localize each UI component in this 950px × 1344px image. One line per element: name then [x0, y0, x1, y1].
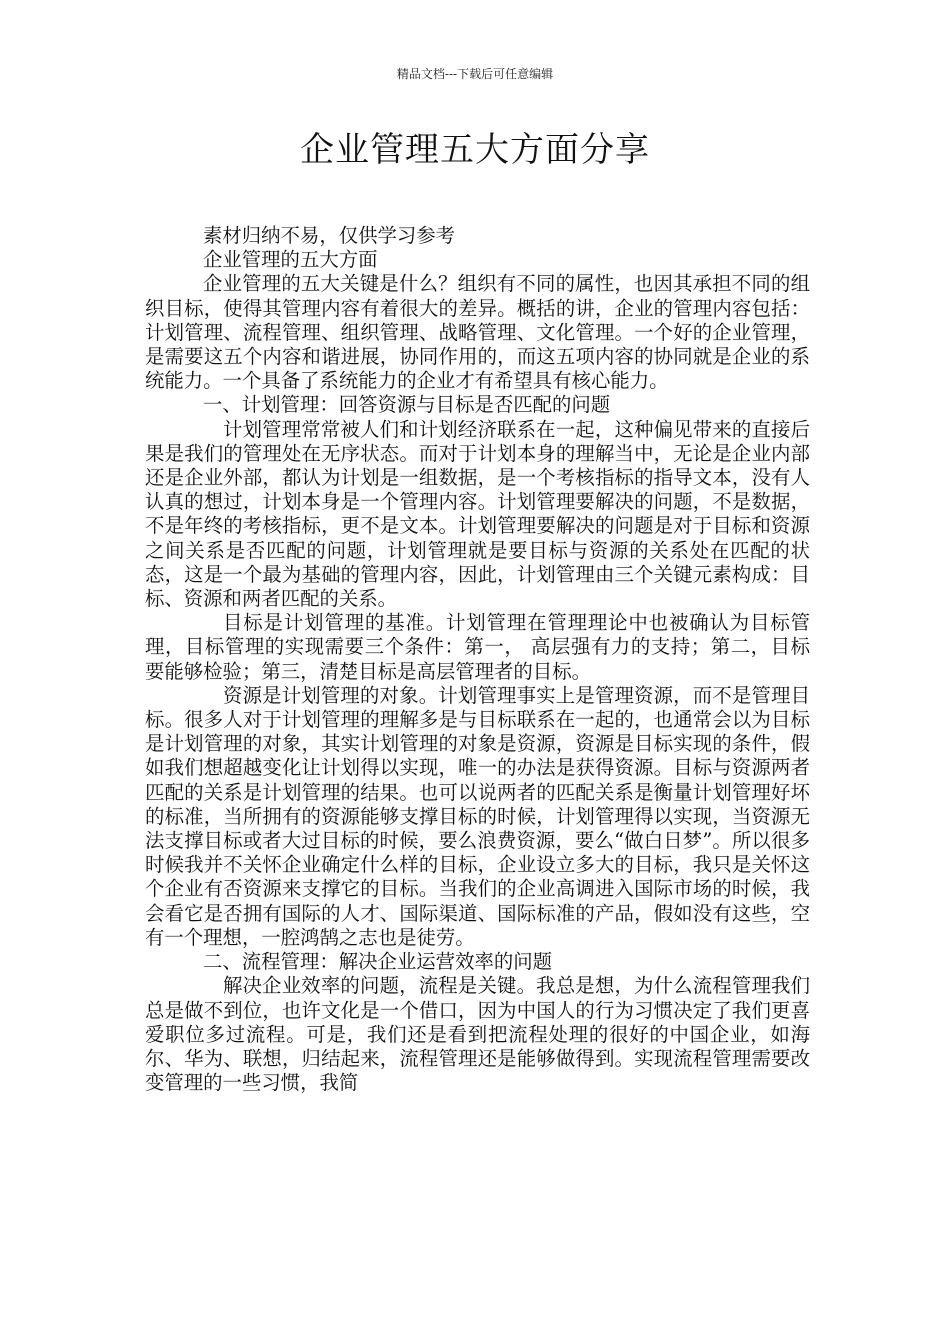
section-heading-plan: 一、计划管理：回答资源与目标是否匹配的问题	[203, 393, 611, 417]
intro-note: 素材归纳不易，仅供学习参考	[203, 224, 456, 247]
document-body	[145, 224, 810, 1095]
paragraph-process-1: 解决企业效率的问题，流程是关键。我总是想，为什么流程管理我们总是做不到位，也许文化是一个借口，因为中国人的行为习惯决定了我们更喜爱职位多过流程。可是，我们还是看到把流程处理的很好的中国企业，如海尔、华为、联想，归结起来，流程管理还是能够做得到。实现流程管理需要改变管理的一些习惯，我简	[145, 974, 810, 1095]
paragraph-plan-1: 计划管理常常被人们和计划经济联系在一起，这种偏见带来的直接后果是我们的管理处在无序状态。而对于计划本身的理解当中，无论是企业内部还是企业外部，都认为计划是一组数据，是一个考核指标的指导文本，没有人认真的想过，计划本身是一个管理内容。计划管理要解决的问题，不是数据，不是年终的考核指标，更不是文本。计划管理要解决的问题是对于目标和资源之间关系是否匹配的问题，计划管理就是要目标与资源的关系处在匹配的状态，这是一个最为基础的管理内容，因此，计划管理由三个关键元素构成：目标、资源和两者匹配的关系。	[145, 417, 810, 611]
subtitle-line: 企业管理的五大方面	[203, 248, 378, 272]
header-note: 精品文档---下载后可任意编辑	[396, 67, 554, 81]
section-heading-process: 二、流程管理：解决企业运营效率的问题	[203, 950, 553, 974]
paragraph-plan-2: 目标是计划管理的基准。计划管理在管理理论中也被确认为目标管理，目标管理的实现需要三个条件：第一， 高层强有力的支持；第二，目标要能够检验；第三，清楚目标是高层管理者的目标。	[145, 611, 810, 683]
document-title: 企业管理五大方面分享	[300, 130, 650, 170]
paragraph-overview: 企业管理的五大关键是什么？组织有不同的属性，也因其承担不同的组织目标，使得其管理内容有着很大的差异。概括的讲，企业的管理内容包括：计划管理、流程管理、组织管理、战略管理、文化管理。一个好的企业管理，是需要这五个内容和谐进展，协同作用的，而这五项内容的协同就是企业的系统能力。一个具备了系统能力的企业才有希望具有核心能力。	[145, 272, 810, 393]
paragraph-plan-3: 资源是计划管理的对象。计划管理事实上是管理资源，而不是管理目标。很多人对于计划管理的理解多是与目标联系在一起的，也通常会以为目标是计划管理的对象，其实计划管理的对象是资源，资源是目标实现的条件，假如我们想超越变化让计划得以实现，唯一的办法是获得资源。目标与资源两者匹配的关系是计划管理的结果。也可以说两者的匹配关系是衡量计划管理好坏的标准，当所拥有的资源能够支撑目标的时候，计划管理得以实现，当资源无法支撑目标或者大过目标的时候，要么浪费资源，要么“做白日梦”。所以很多时候我并不关怀企业确定什么样的目标，企业设立多大的目标，我只是关怀这个企业有否资源来支撑它的目标。当我们的企业高调进入国际市场的时候，我会看它是否拥有国际的人才、国际渠道、国际标准的产品，假如没有这些，空有一个理想，一腔鸿鹄之志也是徒劳。	[145, 683, 810, 949]
